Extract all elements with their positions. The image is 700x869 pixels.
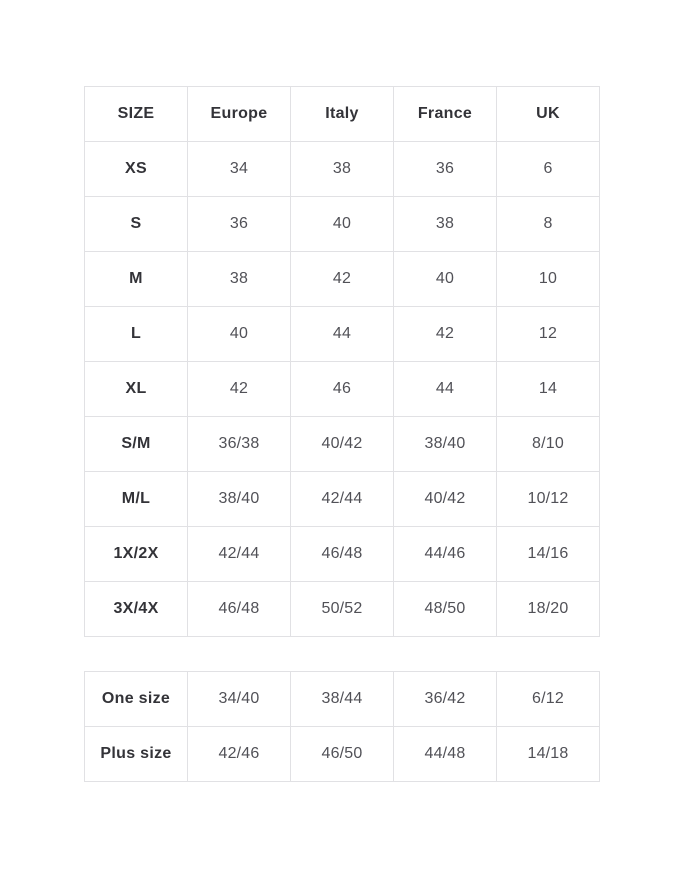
size-value-cell: 36 bbox=[394, 142, 497, 197]
table-row-l bbox=[85, 307, 600, 362]
size-label-cell: S bbox=[85, 197, 188, 252]
table-row-3x-4x bbox=[85, 582, 600, 637]
size-value-cell: 6/12 bbox=[497, 672, 600, 727]
size-value-cell: 42/44 bbox=[291, 472, 394, 527]
size-value-cell: 40/42 bbox=[291, 417, 394, 472]
size-label-cell: M bbox=[85, 252, 188, 307]
header-cell-size: SIZE bbox=[85, 87, 188, 142]
size-conversion-chart bbox=[84, 86, 595, 782]
header-cell-europe: Europe bbox=[188, 87, 291, 142]
size-value-cell: 42 bbox=[188, 362, 291, 417]
size-value-cell: 42 bbox=[291, 252, 394, 307]
size-value-cell: 46/48 bbox=[188, 582, 291, 637]
size-value-cell: 14 bbox=[497, 362, 600, 417]
size-label-cell: One size bbox=[85, 672, 188, 727]
size-value-cell: 12 bbox=[497, 307, 600, 362]
size-value-cell: 6 bbox=[497, 142, 600, 197]
table-row-xl bbox=[85, 362, 600, 417]
header-cell-italy: Italy bbox=[291, 87, 394, 142]
table-row-one-size bbox=[85, 672, 600, 727]
size-value-cell: 50/52 bbox=[291, 582, 394, 637]
size-value-cell: 42 bbox=[394, 307, 497, 362]
table-row-s-m bbox=[85, 417, 600, 472]
size-value-cell: 44/48 bbox=[394, 727, 497, 782]
size-value-cell: 8/10 bbox=[497, 417, 600, 472]
size-value-cell: 38/40 bbox=[188, 472, 291, 527]
size-value-cell: 34/40 bbox=[188, 672, 291, 727]
size-value-cell: 14/18 bbox=[497, 727, 600, 782]
size-value-cell: 40 bbox=[394, 252, 497, 307]
size-label-cell: XL bbox=[85, 362, 188, 417]
size-value-cell: 38/44 bbox=[291, 672, 394, 727]
size-value-cell: 38 bbox=[291, 142, 394, 197]
header-row bbox=[85, 87, 600, 142]
table-row-m-l bbox=[85, 472, 600, 527]
size-label-cell: 1X/2X bbox=[85, 527, 188, 582]
size-label-cell: L bbox=[85, 307, 188, 362]
size-value-cell: 8 bbox=[497, 197, 600, 252]
size-value-cell: 40 bbox=[188, 307, 291, 362]
table-row-xs bbox=[85, 142, 600, 197]
size-label-cell: S/M bbox=[85, 417, 188, 472]
table-row-s bbox=[85, 197, 600, 252]
size-value-cell: 44 bbox=[291, 307, 394, 362]
table-row-plus-size bbox=[85, 727, 600, 782]
size-value-cell: 36/42 bbox=[394, 672, 497, 727]
size-value-cell: 48/50 bbox=[394, 582, 497, 637]
size-value-cell: 46/48 bbox=[291, 527, 394, 582]
size-value-cell: 36 bbox=[188, 197, 291, 252]
size-value-cell: 34 bbox=[188, 142, 291, 197]
size-value-cell: 42/44 bbox=[188, 527, 291, 582]
size-label-cell: Plus size bbox=[85, 727, 188, 782]
special-size-table bbox=[84, 671, 600, 782]
size-value-cell: 40/42 bbox=[394, 472, 497, 527]
size-value-cell: 14/16 bbox=[497, 527, 600, 582]
size-value-cell: 36/38 bbox=[188, 417, 291, 472]
size-conversion-table bbox=[84, 86, 600, 637]
size-value-cell: 46/50 bbox=[291, 727, 394, 782]
size-value-cell: 42/46 bbox=[188, 727, 291, 782]
table-row-m bbox=[85, 252, 600, 307]
table-row-1x-2x bbox=[85, 527, 600, 582]
size-value-cell: 38 bbox=[394, 197, 497, 252]
size-value-cell: 40 bbox=[291, 197, 394, 252]
size-label-cell: M/L bbox=[85, 472, 188, 527]
size-value-cell: 38/40 bbox=[394, 417, 497, 472]
header-cell-france: France bbox=[394, 87, 497, 142]
header-cell-uk: UK bbox=[497, 87, 600, 142]
size-value-cell: 44/46 bbox=[394, 527, 497, 582]
size-value-cell: 18/20 bbox=[497, 582, 600, 637]
size-label-cell: XS bbox=[85, 142, 188, 197]
size-value-cell: 46 bbox=[291, 362, 394, 417]
size-value-cell: 44 bbox=[394, 362, 497, 417]
size-value-cell: 10 bbox=[497, 252, 600, 307]
size-value-cell: 38 bbox=[188, 252, 291, 307]
size-value-cell: 10/12 bbox=[497, 472, 600, 527]
size-label-cell: 3X/4X bbox=[85, 582, 188, 637]
